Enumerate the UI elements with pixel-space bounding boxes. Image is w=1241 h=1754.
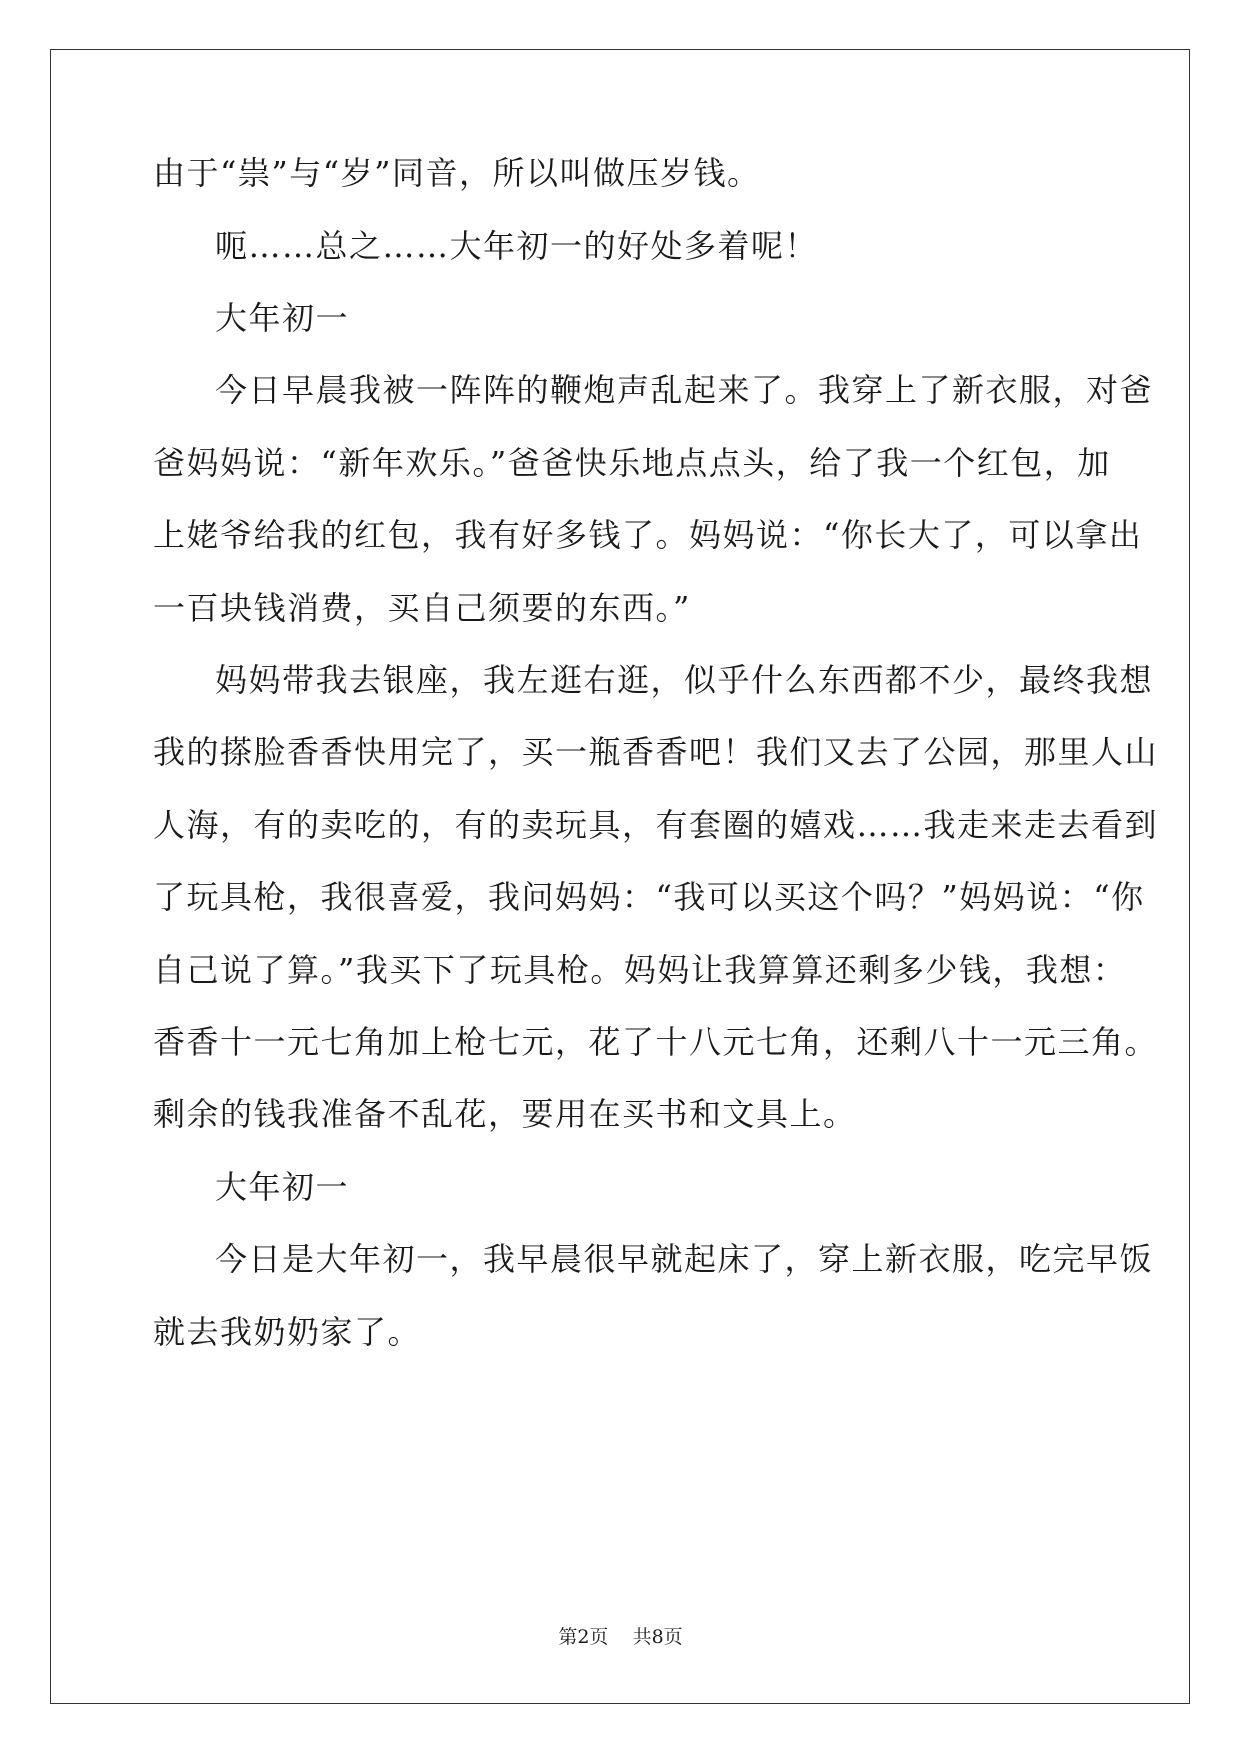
text-line: 呃……总之……大年初一的好处多着呢！ [215, 227, 819, 265]
text-line: 由于“祟”与“岁”同音，所以叫做压岁钱。 [153, 154, 761, 192]
text-line: 今日是大年初一，我早晨很早就起床了，穿上新衣服，吃完早饭 [215, 1240, 1154, 1278]
text-line: 今日早晨我被一阵阵的鞭炮声乱起来了。我穿上了新衣服，对爸 [215, 371, 1154, 409]
text-line: 我的搽脸香香快用完了，买一瓶香香吧！我们又去了公园，那里人山 [153, 733, 1159, 771]
page-total: 共8页 [632, 1626, 683, 1648]
text-line: 就去我奶奶家了。 [153, 1313, 422, 1351]
text-line: 爸妈妈说：“新年欢乐。”爸爸快乐地点点头，给了我一个红包，加 [153, 444, 1111, 482]
page-footer [0, 1625, 1241, 1649]
page-number: 第2页 [558, 1626, 609, 1648]
text-line: 自己说了算。”我买下了玩具枪。妈妈让我算算还剩多少钱，我想： [153, 951, 1127, 989]
text-line: 人海，有的卖吃的，有的卖玩具，有套圈的嬉戏……我走来走去看到 [153, 806, 1159, 844]
section-heading: 大年初一 [215, 1168, 350, 1206]
text-line: 妈妈带我去银座，我左逛右逛，似乎什么东西都不少，最终我想 [215, 661, 1154, 699]
text-line: 剩余的钱我准备不乱花，要用在买书和文具上。 [153, 1095, 857, 1133]
text-line: 了玩具枪，我很喜爱，我问妈妈：“我可以买这个吗？”妈妈说：“你 [153, 878, 1145, 916]
section-heading: 大年初一 [215, 299, 350, 337]
text-line: 香香十一元七角加上枪七元，花了十八元七角，还剩八十一元三角。 [153, 1023, 1159, 1061]
text-line: 上姥爷给我的红包，我有好多钱了。妈妈说：“你长大了，可以拿出 [153, 516, 1143, 554]
text-line: 一百块钱消费，买自己须要的东西。” [153, 589, 691, 627]
